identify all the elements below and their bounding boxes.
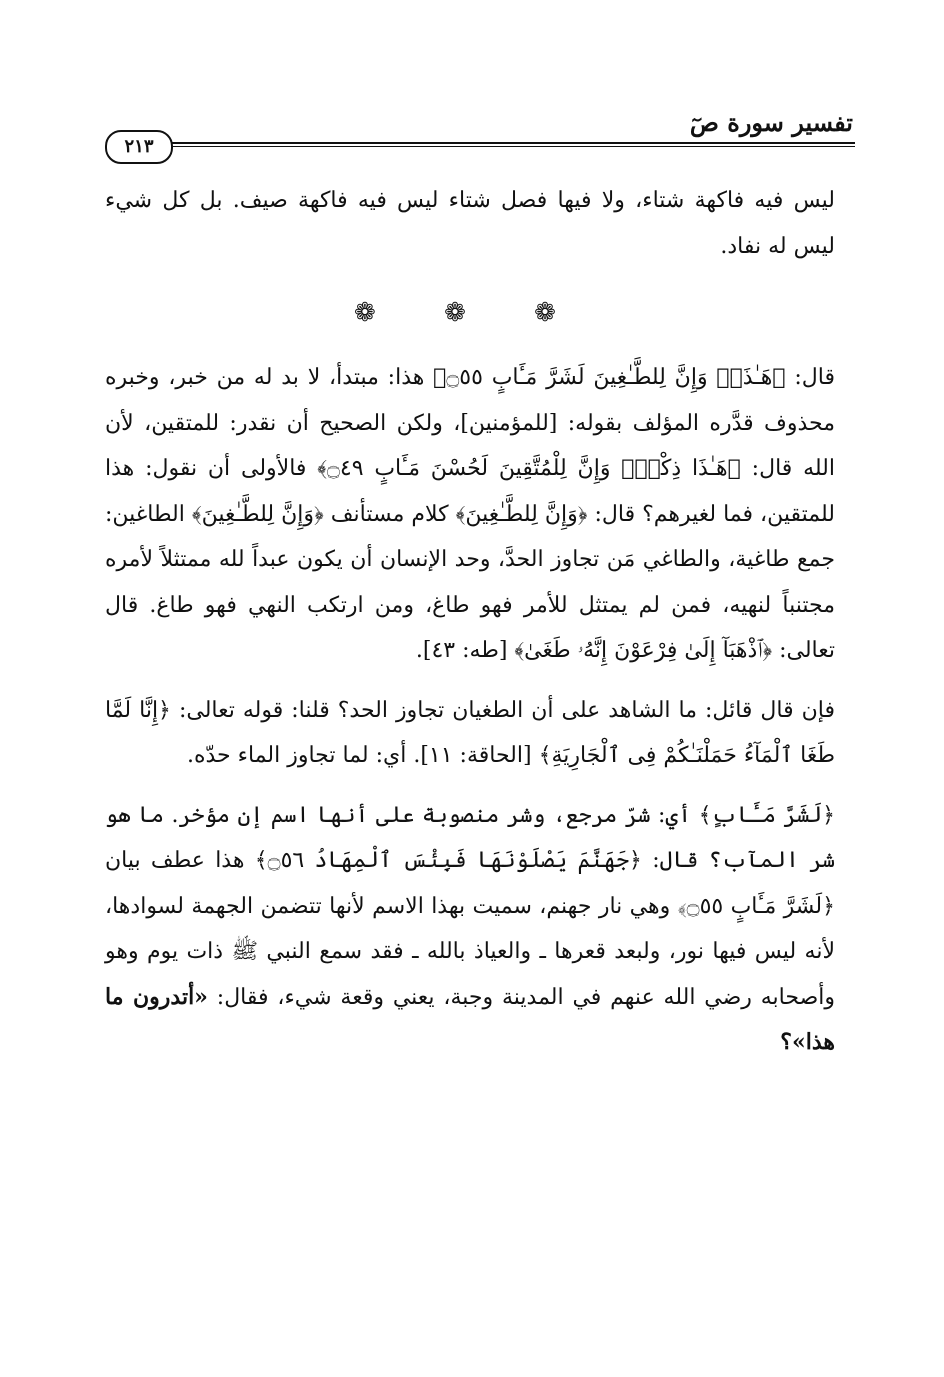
- page-body: [105, 178, 835, 1066]
- paragraph-4: [105, 793, 835, 1066]
- paragraph-2: قال: ﴿هَـٰذَاۚ وَإِنَّ لِلطَّـٰغِينَ لَشَرَّ مَـَٔابٍ ۝٥٥﴾ هذا: مبتدأ، لا بد له من خبر، وخبره محذوف قدَّره المؤلف بقوله: [للمؤمنين]، ولكن الصحيح أن نقدر: للمتقين، لأن الله قال: ﴿هَـٰذَا ذِكْرٌۚ وَإِنَّ لِلْمُتَّقِينَ لَحُسْنَ مَـَٔابٍ ۝٤٩﴾ فالأولى أن نقول: هذا للمتقين، فما لغيرهم؟ قال: ﴿وَإِنَّ لِلطَّـٰغِينَ﴾ كلام مستأنف ﴿وَإِنَّ لِلطَّـٰغِينَ﴾ الطاغين: جمع طاغية، والطاغي مَن تجاوز الحدَّ، وحد الإنسان أن يكون عبداً لله ممتثلاً لأمره مجتنباً لنهيه، فمن لم يمتثل للأمر فهو طاغ، ومن ارتكب النهي فهو طاغ. قال تعالى: ﴿ٱذْهَبَآ إِلَىٰ فِرْعَوْنَ إِنَّهُۥ طَغَىٰ﴾ [طه: ٤٣].: [105, 365, 835, 663]
- paragraph-1: ليس فيه فاكهة شتاء، ولا فيها فصل شتاء ليس فيه فاكهة صيف. بل كل شيء ليس له نفاد.: [105, 188, 835, 259]
- running-title: تفسير سورة صٓ: [689, 108, 853, 137]
- page-number: ٢١٣: [105, 130, 173, 164]
- paragraph-gap: [105, 674, 835, 688]
- page-header: [105, 108, 855, 157]
- paragraph-gap: [105, 779, 835, 793]
- paragraph-4-text: ﴿لَشَرَّ مَـَٔابٍ﴾ أي: شرّ مرجع، وشر منصوبة على أنها اسم إن مؤخر. ما هو شر المآب؟ قال: ﴿جَهَنَّمَ يَصْلَوْنَهَا فَبِئْسَ ٱلْمِهَادُ ۝٥٦﴾ هذا عطف بيان ﴿لَشَرَّ مَـَٔابٍ ۝٥٥﴾ وهي نار جهنم، سميت بهذا الاسم لأنها تتضمن الجهمة لسوادها، لأنه ليس فيها نور، ولبعد قعرها ـ والعياذ بالله ـ فقد سمع النبي ﷺ ذات يوم وهو وأصحابه رضي الله عنهم في المدينة وجبة، يعني وقعة شيء، فقال:: [105, 802, 835, 1010]
- header-rule: [167, 142, 855, 147]
- hadith-quote: «أتدرون ما هذا»؟: [105, 983, 835, 1055]
- paragraph-3: فإن قال قائل: ما الشاهد على أن الطغيان تجاوز الحد؟ قلنا: قوله تعالى: ﴿إِنَّا لَمَّا طَغَا ٱلْمَآءُ حَمَلْنَـٰكُمْ فِى ٱلْجَارِيَةِ﴾ [الحاقة: ١١]. أي: لما تجاوز الماء حدّه.: [105, 697, 835, 768]
- section-separator: ❁ ❁ ❁: [354, 298, 586, 328]
